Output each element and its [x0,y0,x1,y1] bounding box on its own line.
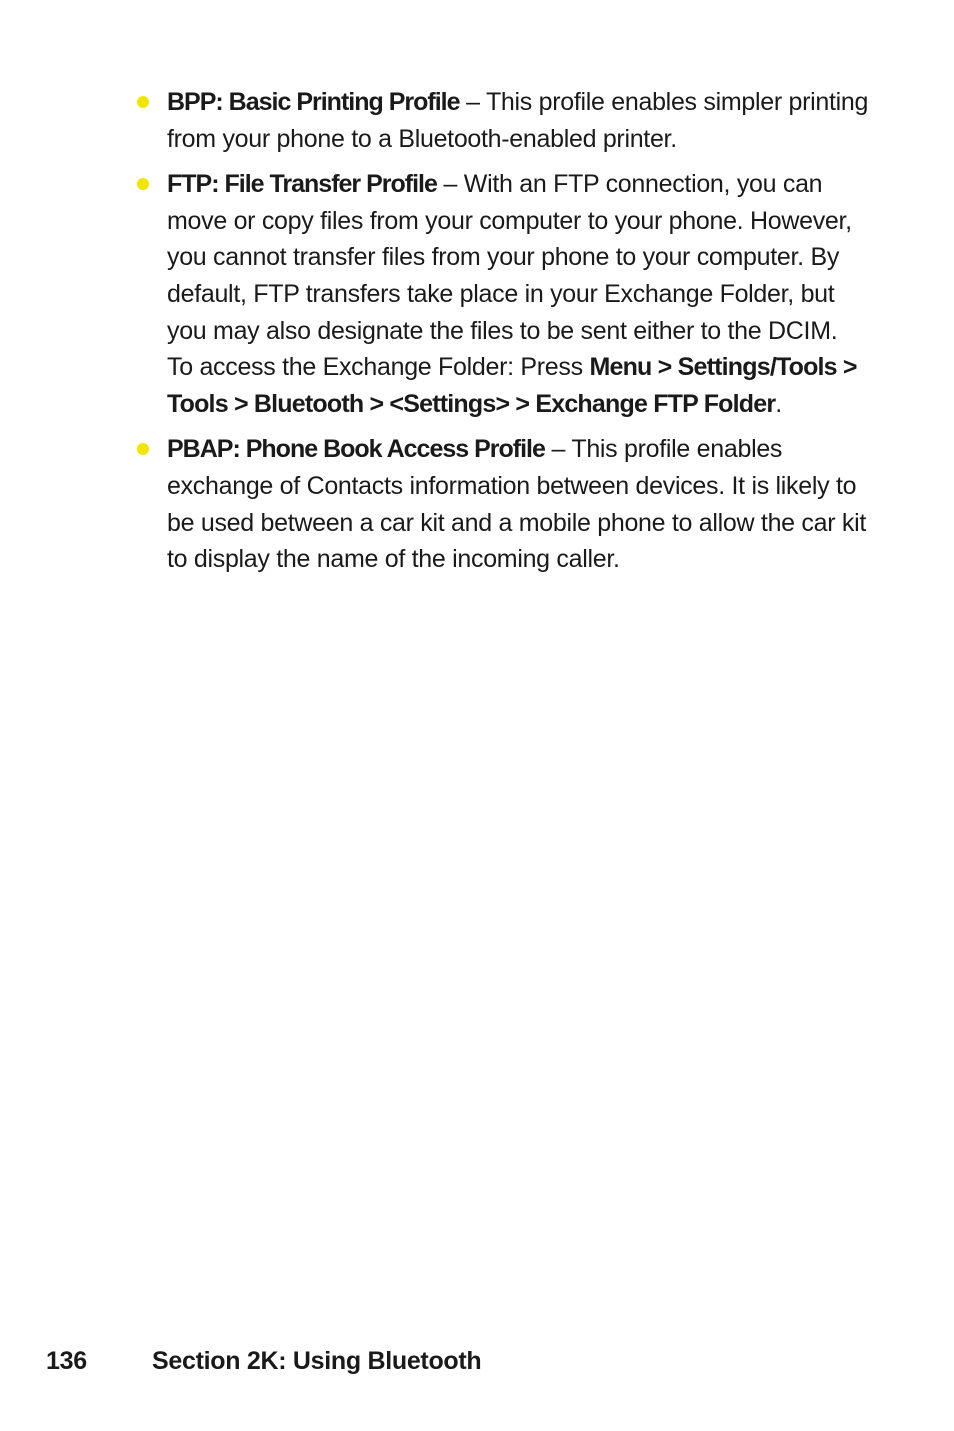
description-pbap: – This profile enables exchange of Contacts information between devices. It is likely to be used between a car kit and a mobile phone to allow the car kit to display the name of the incoming caller. [167,435,866,574]
term-bpp: BPP: Basic Printing Profile [167,88,460,116]
menu-path: Menu > Settings/Tools > Tools > Bluetooth > <Settings> > Exchange FTP Folder [167,353,857,418]
main-content [130,84,870,587]
bullet-icon [137,96,149,108]
section-title: Section 2K: Using Bluetooth [152,1347,482,1375]
term-pbap: PBAP: Phone Book Access Profile [167,435,545,464]
description-ftp: – With an FTP connection, you can move or copy files from your computer to your phone. However, you cannot transfer files from your phone to your computer. By default, FTP transfers take place in your Exchange Folder, but you may also designate the files to be sent either to the DCIM. [167,170,852,345]
list-item-bpp [130,84,870,157]
access-end: . [775,389,782,418]
term-ftp: FTP: File Transfer Profile [167,170,437,199]
list-item-ftp [130,166,870,422]
page-footer [46,1347,481,1376]
description-bpp: – This profile enables simpler printing from your phone to a Bluetooth-enabled printer. [167,88,869,153]
list-item-pbap [130,431,870,577]
bullet-icon [137,443,149,455]
page-number: 136 [46,1347,87,1375]
access-instruction [167,349,870,422]
access-intro: To access the Exchange Folder: Press [167,353,590,382]
bullet-icon [137,178,149,190]
